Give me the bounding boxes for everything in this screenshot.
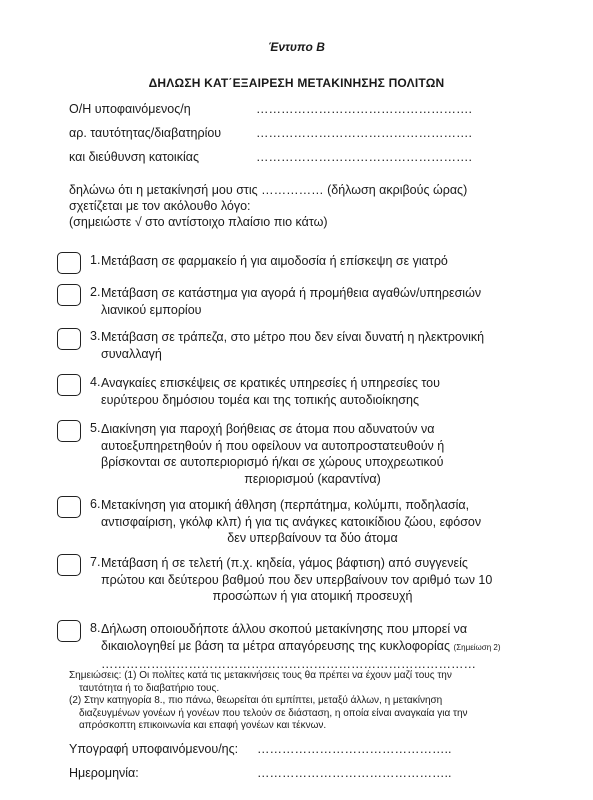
signature-row[interactable]	[69, 742, 451, 756]
option-number: 7.	[90, 555, 101, 569]
field-label: και διεύθυνση κατοικίας	[69, 150, 199, 164]
option-text	[101, 253, 524, 270]
option-line: αντισφαίριση, γκόλφ κλπ) ή για τις ανάγκες κατοικίδιου ζώου, εφόσον	[101, 514, 482, 529]
option-line-text: δικαιολογηθεί με βάση τα μέτρα απαγόρευσης της κυκλοφορίας	[101, 638, 451, 653]
field-label: Ο/Η υποφαινόμενος/η	[69, 102, 191, 116]
checkbox-7[interactable]	[57, 554, 81, 576]
option-line: Μετάβαση ή σε τελετή (π.χ. κηδεία, γάμος βάφτιση) από συγγενείς	[101, 556, 468, 570]
option-line	[101, 638, 524, 657]
option-text	[101, 375, 524, 408]
option-number: 4.	[90, 375, 101, 389]
note-line: (2) Στην κατηγορία 8., πιο πάνω, θεωρείται ότι εμπίπτει, μεταξύ άλλων, η μετακίνηση	[69, 695, 443, 706]
option-line: βρίσκονται σε αυτοπεριορισμό ή/και σε χώρους υποχρεωτικού	[101, 455, 444, 469]
option-number: 3.	[90, 329, 101, 343]
option-text	[101, 497, 524, 547]
checkbox-8[interactable]	[57, 620, 81, 642]
field-id-number[interactable]	[69, 126, 472, 140]
date-blank[interactable]: ………………………………………..	[257, 766, 452, 780]
option-line: Μετάβαση σε φαρμακείο ή για αιμοδοσία ή επίσκεψη σε γιατρό	[101, 254, 448, 268]
declaration-line: δηλώνω ότι η μετακίνησή μου στις …………… (δήλωση ακριβούς ώρας)	[69, 183, 468, 197]
option-line: πρώτου και δεύτερου βαθμού που δεν υπερβαίνουν τον αριθμό των 10	[101, 572, 493, 587]
note-line: ταυτότητα ή το διαβατήριο τους.	[79, 682, 220, 694]
checkbox-5[interactable]	[57, 420, 81, 442]
signature-label: Υπογραφή υποφαινόμενου/ης:	[69, 742, 239, 756]
option-number: 1.	[90, 253, 101, 267]
signature-blank[interactable]: ………………………………………..	[257, 742, 452, 756]
option-text	[101, 329, 524, 362]
option-line: Διακίνηση για παροχή βοήθειας σε άτομα που αδυνατούν να	[101, 422, 435, 436]
other-purpose-blank[interactable]: ………………………………………………………………………………	[101, 657, 476, 671]
field-blank[interactable]: …………………………………………….	[256, 150, 472, 164]
form-title: Έντυπο Β	[268, 40, 325, 54]
checkbox-2[interactable]	[57, 284, 81, 306]
declaration	[69, 182, 524, 230]
option-number: 8.	[90, 621, 101, 635]
option-text	[101, 621, 524, 673]
option-line: Αναγκαίες επισκέψεις σε κρατικές υπηρεσίες ή υπηρεσίες του	[101, 376, 440, 390]
note-line: Σημειώσεις: (1) Οι πολίτες κατά τις μετακινήσεις τους θα πρέπει να έχουν μαζί τους την	[69, 670, 452, 681]
date-row[interactable]	[69, 766, 451, 780]
option-text	[101, 555, 524, 605]
declaration-line: σχετίζεται με τον ακόλουθο λόγο:	[69, 199, 251, 213]
option-line: Μετακίνηση για ατομική άθληση (περπάτημα, κολύμπι, ποδηλασία,	[101, 498, 470, 512]
option-line: δεν υπερβαίνουν τα δύο άτομα	[227, 531, 398, 545]
checkbox-4[interactable]	[57, 374, 81, 396]
option-line: Μετάβαση σε τράπεζα, στο μέτρο που δεν είναι δυνατή η ηλεκτρονική	[101, 330, 485, 344]
option-number: 6.	[90, 497, 101, 511]
date-label: Ημερομηνία:	[69, 766, 139, 780]
checkbox-6[interactable]	[57, 496, 81, 518]
field-label: αρ. ταυτότητας/διαβατηρίου	[69, 126, 222, 140]
option-number: 2.	[90, 285, 101, 299]
option-line: αυτοεξυπηρετηθούν ή που οφείλουν να αυτοπροστατευθούν ή	[101, 438, 445, 453]
checkbox-3[interactable]	[57, 328, 81, 350]
field-name[interactable]	[69, 102, 472, 116]
notes	[69, 670, 529, 733]
option-number: 5.	[90, 421, 101, 435]
option-text	[101, 421, 524, 487]
option-line: Μετάβαση σε κατάστημα για αγορά ή προμήθεια αγαθών/υπηρεσιών	[101, 286, 482, 300]
option-line: ευρύτερου δημόσιου τομέα και της τοπικής αυτοδιοίκησης	[101, 392, 419, 407]
declaration-line: (σημειώστε √ στο αντίστοιχο πλαίσιο πιο κάτω)	[69, 215, 328, 229]
option-text	[101, 285, 524, 318]
option-line: λιανικού εμπορίου	[101, 302, 202, 317]
option-line: συναλλαγή	[101, 346, 162, 361]
note-line: διαζευγμένων γονέων ή γονέων που τελούν σε διάσταση, η οποία είναι αναγκαία για την	[79, 707, 468, 719]
note-line: απρόσκοπτη επικοινωνία και επαφή γονέων και τέκνων.	[79, 720, 327, 731]
field-blank[interactable]: …………………………………………….	[256, 102, 472, 116]
option-line: Δήλωση οποιουδήποτε άλλου σκοπού μετακίνησης που μπορεί να	[101, 622, 468, 636]
field-blank[interactable]: …………………………………………….	[256, 126, 472, 140]
field-address[interactable]	[69, 150, 472, 164]
option-line: περιορισμού (καραντίνα)	[244, 471, 381, 486]
option-line: προσώπων ή για ατομική προσευχή	[212, 589, 413, 603]
checkbox-1[interactable]	[57, 252, 81, 274]
note-reference: (Σημείωση 2)	[453, 642, 501, 652]
form-heading: ΔΗΛΩΣΗ ΚΑΤ΄ΕΞΑΙΡΕΣΗ ΜΕΤΑΚΙΝΗΣΗΣ ΠΟΛΙΤΩΝ	[148, 76, 445, 90]
